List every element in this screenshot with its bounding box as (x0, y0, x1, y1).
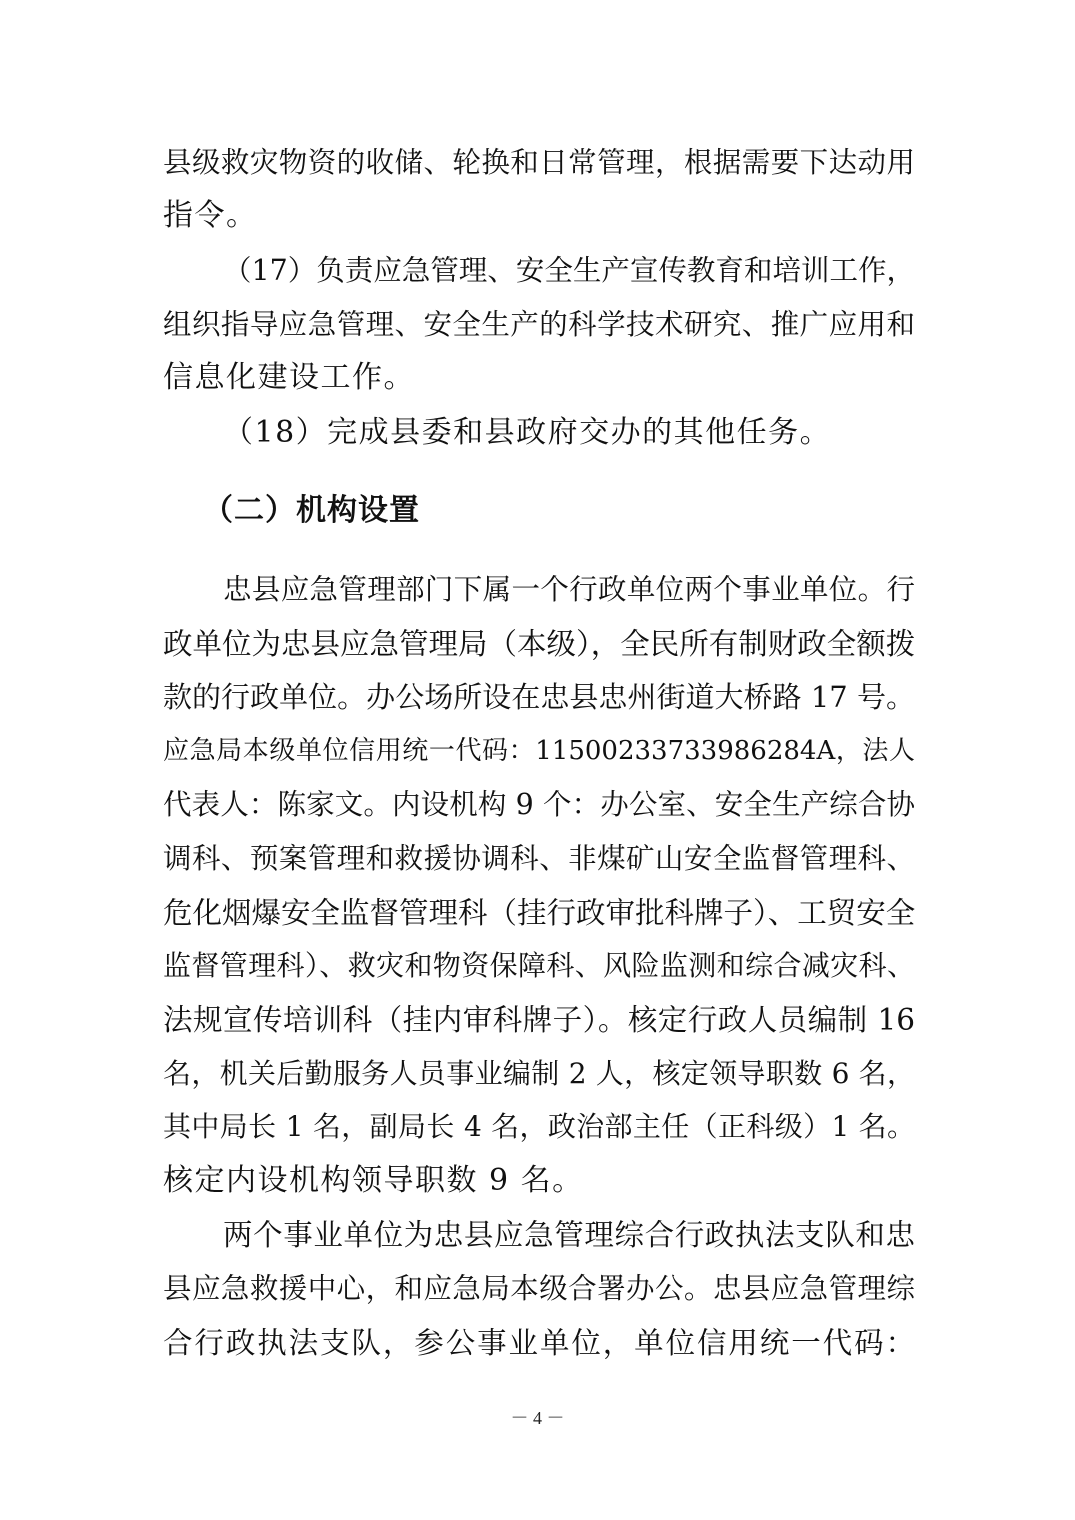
text-line: 指令。 (163, 198, 258, 233)
text-line: 组织指导应急管理、安全生产的科学技术研究、推广应用和 (163, 308, 915, 341)
text-line: 调科、预案管理和救援协调科、非煤矿山安全监督管理科、 (163, 842, 915, 875)
section-heading: （二）机构设置 (203, 493, 420, 528)
text-line: 政单位为忠县应急管理局（本级），全民所有制财政全额拨 (163, 627, 916, 661)
page-number: － 4 － (510, 1408, 565, 1428)
text-line: 监督管理科）、救灾和物资保障科、风险监测和综合减灾科、 (163, 949, 915, 982)
text-line: 其中局长 1 名，副局长 4 名，政治部主任（正科级）1 名。 (163, 1110, 915, 1143)
text-line: 名，机关后勤服务人员事业编制 2 人，核定领导职数 6 名， (163, 1057, 915, 1090)
text-line: 代表人：陈家文。内设机构 9 个：办公室、安全生产综合协 (163, 788, 915, 821)
text-line: 信息化建设工作。 (163, 360, 415, 395)
text-line: （17）负责应急管理、安全生产宣传教育和培训工作， (223, 254, 915, 287)
text-line: 县应急救援中心，和应急局本级合署办公。忠县应急管理综 (163, 1272, 915, 1305)
text-line: 款的行政单位。办公场所设在忠县忠州街道大桥路 17 号。 (163, 680, 915, 714)
text-line: 法规宣传培训科（挂内审科牌子）。核定行政人员编制 16 (163, 1003, 915, 1037)
text-line: 危化烟爆安全监督管理科（挂行政审批科牌子）、工贸安全 (163, 896, 916, 930)
text-line: （18）完成县委和县政府交办的其他任务。 (223, 415, 832, 450)
text-line: 合行政执法支队，参公事业单位，单位信用统一代码： (163, 1326, 915, 1360)
text-line: 忠县应急管理部门下属一个行政单位两个事业单位。行 (223, 573, 915, 606)
text-line: 核定内设机构领导职数 9 名。 (163, 1163, 584, 1198)
text-line: 两个事业单位为忠县应急管理综合行政执法支队和忠 (223, 1218, 915, 1252)
text-line: 县级救灾物资的收储、轮换和日常管理，根据需要下达动用 (163, 146, 915, 179)
text-line: 应急局本级单位信用统一代码：11500233733986284A，法人 (163, 736, 915, 766)
